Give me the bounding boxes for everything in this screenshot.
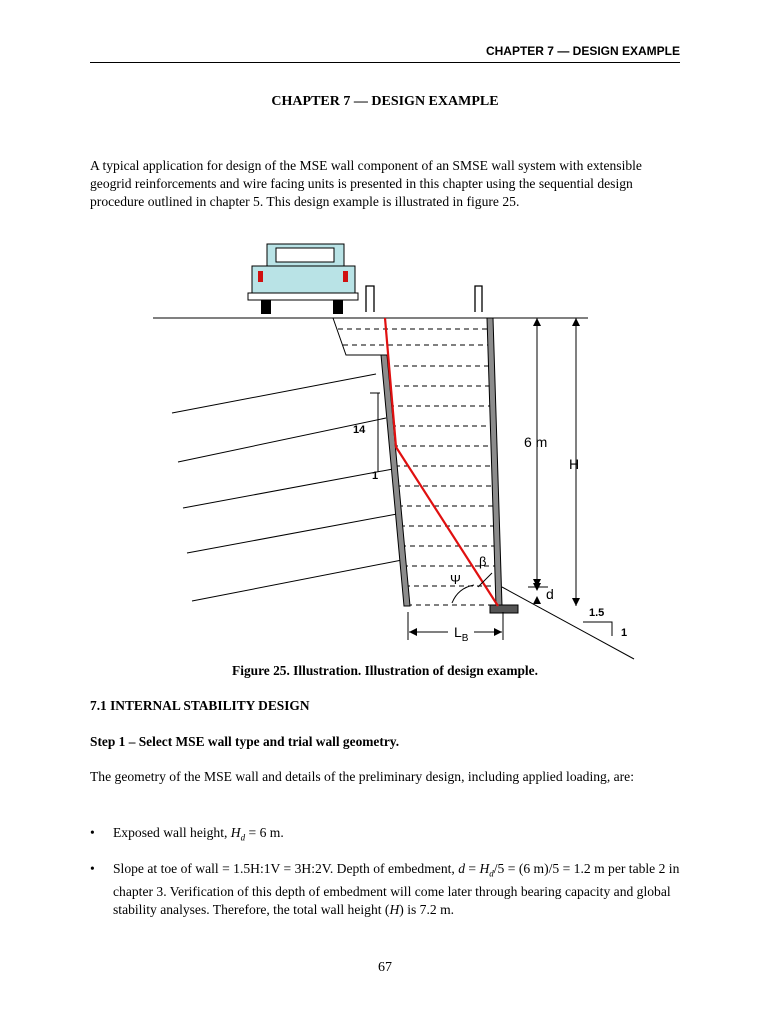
running-header: CHAPTER 7 — DESIGN EXAMPLE <box>485 44 680 58</box>
beta-label: β <box>479 554 487 569</box>
toe-slope-line <box>502 587 634 659</box>
dim-6m-arrow-top <box>533 318 541 326</box>
slope-run-label: 14 <box>353 424 366 436</box>
bullet-dot: • <box>90 861 95 876</box>
bullet-dot: • <box>90 825 95 840</box>
guard-post-right <box>475 286 482 312</box>
reinforced-zone-back <box>487 318 502 606</box>
upper-slope-profile <box>333 318 383 355</box>
geogrid-reinforcement-layers <box>338 329 500 605</box>
lb-arrow-left <box>409 628 417 636</box>
toe-slope-run-label: 1.5 <box>589 607 605 619</box>
guard-post-left <box>366 286 374 312</box>
step-1-heading: Step 1 – Select MSE wall type and trial wall geometry. <box>90 734 400 749</box>
lb-arrow-right <box>494 628 502 636</box>
dim-H-arrow-bottom <box>572 598 580 606</box>
leveling-pad <box>490 605 518 613</box>
wall-facing <box>381 355 410 606</box>
header-rule <box>90 62 680 63</box>
lb-label: $L_B$ <box>454 624 469 644</box>
psi-label: Ψ <box>450 572 461 587</box>
intro-paragraph: A typical application for design of the MSE wall component of an SMSE wall system with extensible geogrid reinforcements and wire facing units is presented in this chapter using the sequential design procedure outlined in chapter 5. This design example is illustrated in figure 25. <box>90 158 642 209</box>
page-number: 67 <box>378 960 392 975</box>
geometry-intro: The geometry of the MSE wall and details of the preliminary design, including applied loading, are: <box>90 769 634 784</box>
d-arrow-bottom <box>533 596 541 604</box>
dim-6m-label: 6 m <box>524 434 548 450</box>
bullet-text: Exposed wall height, $H_d = 6$ m. <box>113 825 284 843</box>
dim-H-arrow-top <box>572 318 580 326</box>
psi-arc <box>452 585 474 603</box>
d-label: d <box>546 586 554 602</box>
retained-soil-lines <box>172 374 402 601</box>
toe-slope-rise-label: 1 <box>621 627 628 639</box>
figure-caption: Figure 25. Illustration. Illustration of design example. <box>232 663 538 678</box>
truck-icon <box>248 244 358 314</box>
slope-rise-label: 1 <box>372 470 379 482</box>
section-heading: 7.1 INTERNAL STABILITY DESIGN <box>90 698 310 713</box>
design-example-figure <box>0 240 768 660</box>
chapter-title: CHAPTER 7 — DESIGN EXAMPLE <box>271 94 499 109</box>
bullet-text: Slope at toe of wall = 1.5H:1V = 3H:2V. Depth of embedment, $d = H_d/5 = (6$ m)/5 = 1.2 m per table 2 in chapter 3. Verification of this depth of embedment will come later through bearing capacity and global stability analyses. Therefore, the total wall height (H) is 7.2 m. <box>113 861 680 917</box>
dim-H-label: H <box>569 456 580 472</box>
